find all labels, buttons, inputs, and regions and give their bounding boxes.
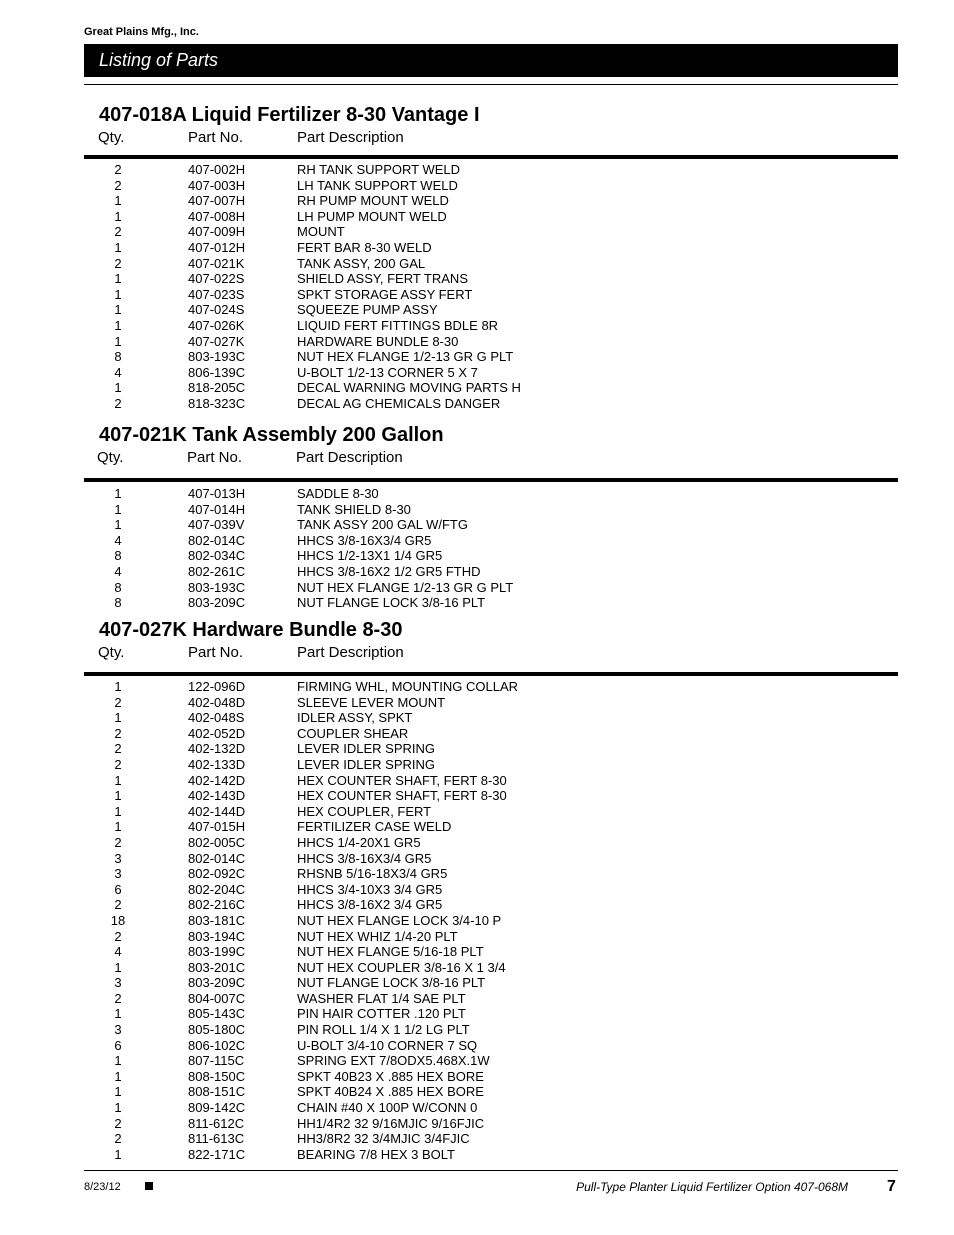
table-row bbox=[84, 1053, 898, 1069]
table-row bbox=[84, 580, 898, 596]
part-number-cell: 402-142D bbox=[188, 772, 246, 788]
qty-cell: 2 bbox=[114, 725, 122, 741]
qty-cell: 1 bbox=[114, 286, 122, 302]
part-number-cell: 803-193C bbox=[188, 579, 246, 595]
table-row bbox=[84, 991, 898, 1007]
qty-cell: 1 bbox=[114, 193, 122, 209]
qty-cell: 1 bbox=[114, 239, 122, 255]
qty-cell: 2 bbox=[114, 162, 122, 177]
qty-cell: 2 bbox=[114, 756, 122, 772]
qty-cell: 2 bbox=[114, 395, 122, 411]
description-cell: SADDLE 8-30 bbox=[297, 486, 379, 501]
table-row bbox=[84, 178, 898, 194]
table-row bbox=[84, 897, 898, 913]
table-row bbox=[84, 209, 898, 225]
qty-cell: 2 bbox=[114, 834, 122, 850]
table-row bbox=[84, 224, 898, 240]
part-number-cell: 802-005C bbox=[188, 834, 246, 850]
description-cell: RHSNB 5/16-18X3/4 GR5 bbox=[297, 866, 448, 882]
table-row bbox=[84, 695, 898, 711]
qty-cell: 1 bbox=[114, 1006, 122, 1022]
table-row bbox=[84, 256, 898, 272]
description-cell: HHCS 1/2-13X1 1/4 GR5 bbox=[297, 548, 443, 564]
part-number-cell: 802-261C bbox=[188, 563, 246, 579]
qty-cell: 3 bbox=[114, 866, 122, 882]
part-number-cell: 802-014C bbox=[188, 850, 246, 866]
qty-cell: 2 bbox=[114, 694, 122, 710]
part-number-cell: 802-034C bbox=[188, 548, 246, 564]
table-row bbox=[84, 929, 898, 945]
description-cell: NUT FLANGE LOCK 3/8-16 PLT bbox=[297, 595, 486, 611]
footer-date: 8/23/12 bbox=[84, 1181, 121, 1193]
table-row bbox=[84, 851, 898, 867]
table-row bbox=[84, 975, 898, 991]
description-cell: FERTILIZER CASE WELD bbox=[297, 819, 452, 835]
table-row bbox=[84, 1147, 898, 1163]
qty-column-header: Qty. bbox=[98, 129, 125, 146]
description-cell: SPKT STORAGE ASSY FERT bbox=[297, 286, 473, 302]
qty-cell: 1 bbox=[114, 208, 122, 224]
description-cell: HEX COUNTER SHAFT, FERT 8-30 bbox=[297, 788, 507, 804]
description-cell: HEX COUNTER SHAFT, FERT 8-30 bbox=[297, 772, 507, 788]
description-cell: COUPLER SHEAR bbox=[297, 725, 409, 741]
description-cell: NUT HEX FLANGE 1/2-13 GR G PLT bbox=[297, 579, 514, 595]
table-row bbox=[84, 548, 898, 564]
part-number-cell: 803-193C bbox=[188, 349, 246, 365]
qty-cell: 1 bbox=[114, 1084, 122, 1100]
parts-table bbox=[84, 162, 898, 412]
table-row bbox=[84, 773, 898, 789]
description-cell: RH PUMP MOUNT WELD bbox=[297, 193, 449, 209]
part-number-cell: 802-204C bbox=[188, 881, 246, 897]
qty-cell: 1 bbox=[114, 333, 122, 349]
part-number-cell: 822-171C bbox=[188, 1146, 246, 1162]
qty-cell: 1 bbox=[114, 517, 122, 533]
table-row bbox=[84, 1006, 898, 1022]
table-row bbox=[84, 271, 898, 287]
description-cell: BEARING 7/8 HEX 3 BOLT bbox=[297, 1146, 455, 1162]
part-number-cell: 402-133D bbox=[188, 756, 246, 772]
table-row bbox=[84, 517, 898, 533]
part-number-cell: 806-102C bbox=[188, 1037, 246, 1053]
description-cell: LIQUID FERT FITTINGS BDLE 8R bbox=[297, 317, 499, 333]
description-cell: SPRING EXT 7/8ODX5.468X.1W bbox=[297, 1053, 490, 1069]
description-cell: HH1/4R2 32 9/16MJIC 9/16FJIC bbox=[297, 1115, 485, 1131]
description-cell: DECAL AG CHEMICALS DANGER bbox=[297, 395, 501, 411]
description-cell: HHCS 3/8-16X3/4 GR5 bbox=[297, 532, 432, 548]
table-row bbox=[84, 193, 898, 209]
qty-cell: 8 bbox=[114, 595, 122, 611]
qty-cell: 1 bbox=[114, 1068, 122, 1084]
part-number-cell: 402-052D bbox=[188, 725, 246, 741]
qty-cell: 2 bbox=[114, 1131, 122, 1147]
description-cell: NUT HEX COUPLER 3/8-16 X 1 3/4 bbox=[297, 959, 506, 975]
qty-cell: 1 bbox=[114, 1146, 122, 1162]
description-cell: SPKT 40B23 X .885 HEX BORE bbox=[297, 1068, 484, 1084]
qty-cell: 1 bbox=[114, 710, 122, 726]
qty-cell: 1 bbox=[114, 803, 122, 819]
description-cell: LH PUMP MOUNT WELD bbox=[297, 208, 447, 224]
part-no-column-header: Part No. bbox=[187, 449, 243, 466]
description-cell: LEVER IDLER SPRING bbox=[297, 741, 435, 757]
part-number-cell: 818-323C bbox=[188, 395, 246, 411]
table-row bbox=[84, 835, 898, 851]
qty-cell: 1 bbox=[114, 679, 122, 694]
description-column-header: Part Description bbox=[297, 644, 404, 661]
description-cell: LH TANK SUPPORT WELD bbox=[297, 177, 458, 193]
header-rule bbox=[84, 672, 898, 676]
table-row bbox=[84, 396, 898, 412]
section-title: 407-018A Liquid Fertilizer 8-30 Vantage I bbox=[99, 104, 480, 126]
part-number-cell: 407-039V bbox=[188, 517, 245, 533]
part-number-cell: 407-009H bbox=[188, 224, 246, 240]
description-cell: WASHER FLAT 1/4 SAE PLT bbox=[297, 990, 466, 1006]
table-row bbox=[84, 1100, 898, 1116]
part-number-cell: 407-015H bbox=[188, 819, 246, 835]
part-number-cell: 402-048D bbox=[188, 694, 246, 710]
table-row bbox=[84, 1022, 898, 1038]
part-no-column-header: Part No. bbox=[188, 644, 244, 661]
qty-cell: 1 bbox=[114, 788, 122, 804]
description-cell: HEX COUPLER, FERT bbox=[297, 803, 432, 819]
description-cell: NUT HEX WHIZ 1/4-20 PLT bbox=[297, 928, 458, 944]
company-name: Great Plains Mfg., Inc. bbox=[84, 26, 199, 38]
qty-cell: 8 bbox=[114, 579, 122, 595]
qty-cell: 1 bbox=[114, 271, 122, 287]
part-number-cell: 407-023S bbox=[188, 286, 245, 302]
description-cell: HH3/8R2 32 3/4MJIC 3/4FJIC bbox=[297, 1131, 470, 1147]
description-cell: FERT BAR 8-30 WELD bbox=[297, 239, 432, 255]
qty-cell: 4 bbox=[114, 563, 122, 579]
part-number-cell: 818-205C bbox=[188, 380, 246, 396]
description-cell: HHCS 3/4-10X3 3/4 GR5 bbox=[297, 881, 443, 897]
qty-cell: 1 bbox=[114, 380, 122, 396]
part-number-cell: 402-144D bbox=[188, 803, 246, 819]
description-cell: HHCS 3/8-16X2 1/2 GR5 FTHD bbox=[297, 563, 481, 579]
part-number-cell: 802-014C bbox=[188, 532, 246, 548]
description-cell: NUT HEX FLANGE LOCK 3/4-10 P bbox=[297, 912, 502, 928]
table-row bbox=[84, 960, 898, 976]
qty-cell: 1 bbox=[114, 819, 122, 835]
qty-cell: 3 bbox=[114, 850, 122, 866]
table-row bbox=[84, 819, 898, 835]
description-cell: U-BOLT 1/2-13 CORNER 5 X 7 bbox=[297, 364, 478, 380]
part-number-cell: 407-014H bbox=[188, 501, 246, 517]
part-number-cell: 802-092C bbox=[188, 866, 246, 882]
description-cell: MOUNT bbox=[297, 224, 345, 240]
qty-cell: 2 bbox=[114, 1115, 122, 1131]
table-row bbox=[84, 349, 898, 365]
table-row bbox=[84, 679, 898, 695]
part-number-cell: 407-024S bbox=[188, 302, 245, 318]
table-row bbox=[84, 944, 898, 960]
part-number-cell: 407-012H bbox=[188, 239, 246, 255]
part-number-cell: 407-022S bbox=[188, 271, 245, 287]
section-title: 407-027K Hardware Bundle 8-30 bbox=[99, 619, 403, 641]
description-cell: IDLER ASSY, SPKT bbox=[297, 710, 413, 726]
description-cell: HHCS 1/4-20X1 GR5 bbox=[297, 834, 421, 850]
qty-cell: 2 bbox=[114, 928, 122, 944]
qty-cell: 8 bbox=[114, 349, 122, 365]
table-row bbox=[84, 302, 898, 318]
qty-cell: 1 bbox=[114, 772, 122, 788]
description-cell: LEVER IDLER SPRING bbox=[297, 756, 435, 772]
table-row bbox=[84, 564, 898, 580]
part-number-cell: 407-027K bbox=[188, 333, 245, 349]
table-row bbox=[84, 365, 898, 381]
description-cell: PIN HAIR COTTER .120 PLT bbox=[297, 1006, 466, 1022]
description-column-header: Part Description bbox=[297, 129, 404, 146]
qty-cell: 3 bbox=[114, 1022, 122, 1038]
footer-square-marker bbox=[145, 1182, 153, 1190]
table-row bbox=[84, 804, 898, 820]
description-cell: SHIELD ASSY, FERT TRANS bbox=[297, 271, 468, 287]
footer-manual-title: Pull-Type Planter Liquid Fertilizer Option 407-068M bbox=[576, 1180, 848, 1194]
part-number-cell: 811-613C bbox=[188, 1131, 245, 1147]
qty-cell: 1 bbox=[114, 1053, 122, 1069]
part-number-cell: 407-013H bbox=[188, 486, 246, 501]
table-row bbox=[84, 334, 898, 350]
description-cell: DECAL WARNING MOVING PARTS H bbox=[297, 380, 521, 396]
qty-column-header: Qty. bbox=[98, 644, 125, 661]
banner-divider bbox=[84, 84, 898, 85]
part-number-cell: 407-026K bbox=[188, 317, 245, 333]
part-number-cell: 802-216C bbox=[188, 897, 246, 913]
part-number-cell: 803-209C bbox=[188, 975, 246, 991]
part-number-cell: 402-143D bbox=[188, 788, 246, 804]
table-row bbox=[84, 1038, 898, 1054]
table-row bbox=[84, 240, 898, 256]
qty-cell: 1 bbox=[114, 302, 122, 318]
part-number-cell: 808-150C bbox=[188, 1068, 246, 1084]
qty-cell: 1 bbox=[114, 959, 122, 975]
qty-cell: 3 bbox=[114, 975, 122, 991]
table-row bbox=[84, 1131, 898, 1147]
qty-column-header: Qty. bbox=[97, 449, 124, 466]
description-cell: SPKT 40B24 X .885 HEX BORE bbox=[297, 1084, 484, 1100]
description-cell: SLEEVE LEVER MOUNT bbox=[297, 694, 446, 710]
part-number-cell: 803-181C bbox=[188, 912, 246, 928]
section-title: 407-021K Tank Assembly 200 Gallon bbox=[99, 424, 444, 446]
part-number-cell: 803-194C bbox=[188, 928, 246, 944]
description-cell: FIRMING WHL, MOUNTING COLLAR bbox=[297, 679, 519, 694]
qty-cell: 6 bbox=[114, 881, 122, 897]
description-cell: HHCS 3/8-16X2 3/4 GR5 bbox=[297, 897, 443, 913]
table-row bbox=[84, 502, 898, 518]
qty-cell: 18 bbox=[110, 912, 126, 928]
part-number-cell: 402-048S bbox=[188, 710, 245, 726]
table-row bbox=[84, 162, 898, 178]
description-cell: U-BOLT 3/4-10 CORNER 7 SQ bbox=[297, 1037, 478, 1053]
table-row bbox=[84, 1069, 898, 1085]
table-row bbox=[84, 486, 898, 502]
part-number-cell: 803-209C bbox=[188, 595, 246, 611]
qty-cell: 2 bbox=[114, 741, 122, 757]
table-row bbox=[84, 380, 898, 396]
description-cell: PIN ROLL 1/4 X 1 1/2 LG PLT bbox=[297, 1022, 470, 1038]
qty-cell: 4 bbox=[114, 532, 122, 548]
header-rule bbox=[84, 155, 898, 159]
table-row bbox=[84, 757, 898, 773]
part-number-cell: 806-139C bbox=[188, 364, 246, 380]
table-row bbox=[84, 882, 898, 898]
part-number-cell: 407-003H bbox=[188, 177, 246, 193]
parts-table bbox=[84, 679, 898, 1162]
part-no-column-header: Part No. bbox=[188, 129, 244, 146]
part-number-cell: 402-132D bbox=[188, 741, 246, 757]
part-number-cell: 407-002H bbox=[188, 162, 246, 177]
part-number-cell: 805-180C bbox=[188, 1022, 246, 1038]
part-number-cell: 807-115C bbox=[188, 1053, 245, 1069]
qty-cell: 6 bbox=[114, 1037, 122, 1053]
description-cell: NUT HEX FLANGE 5/16-18 PLT bbox=[297, 944, 484, 960]
qty-cell: 1 bbox=[114, 486, 122, 501]
table-row bbox=[84, 866, 898, 882]
qty-cell: 4 bbox=[114, 364, 122, 380]
qty-cell: 2 bbox=[114, 897, 122, 913]
table-row bbox=[84, 533, 898, 549]
part-number-cell: 407-008H bbox=[188, 208, 246, 224]
part-number-cell: 811-612C bbox=[188, 1115, 245, 1131]
part-number-cell: 407-007H bbox=[188, 193, 246, 209]
part-number-cell: 407-021K bbox=[188, 255, 245, 271]
table-row bbox=[84, 595, 898, 611]
part-number-cell: 809-142C bbox=[188, 1100, 246, 1116]
qty-cell: 4 bbox=[114, 944, 122, 960]
description-cell: TANK SHIELD 8-30 bbox=[297, 501, 411, 517]
qty-cell: 2 bbox=[114, 224, 122, 240]
table-row bbox=[84, 287, 898, 303]
footer-divider bbox=[84, 1170, 898, 1171]
part-number-cell: 804-007C bbox=[188, 990, 246, 1006]
banner-title: Listing of Parts bbox=[99, 50, 219, 70]
part-number-cell: 805-143C bbox=[188, 1006, 246, 1022]
part-number-cell: 803-199C bbox=[188, 944, 246, 960]
table-row bbox=[84, 913, 898, 929]
description-cell: NUT HEX FLANGE 1/2-13 GR G PLT bbox=[297, 349, 514, 365]
part-number-cell: 122-096D bbox=[188, 679, 246, 694]
description-cell: HHCS 3/8-16X3/4 GR5 bbox=[297, 850, 432, 866]
table-row bbox=[84, 318, 898, 334]
table-row bbox=[84, 710, 898, 726]
qty-cell: 1 bbox=[114, 501, 122, 517]
qty-cell: 1 bbox=[114, 317, 122, 333]
table-row bbox=[84, 788, 898, 804]
part-number-cell: 803-201C bbox=[188, 959, 246, 975]
description-cell: TANK ASSY, 200 GAL bbox=[297, 255, 426, 271]
table-row bbox=[84, 741, 898, 757]
page-number: 7 bbox=[887, 1178, 896, 1195]
section-banner bbox=[84, 44, 898, 77]
description-cell: RH TANK SUPPORT WELD bbox=[297, 162, 461, 177]
description-cell: CHAIN #40 X 100P W/CONN 0 bbox=[297, 1100, 478, 1116]
description-cell: HARDWARE BUNDLE 8-30 bbox=[297, 333, 459, 349]
description-cell: TANK ASSY 200 GAL W/FTG bbox=[297, 517, 468, 533]
qty-cell: 1 bbox=[114, 1100, 122, 1116]
part-number-cell: 808-151C bbox=[188, 1084, 246, 1100]
table-row bbox=[84, 726, 898, 742]
description-cell: NUT FLANGE LOCK 3/8-16 PLT bbox=[297, 975, 486, 991]
qty-cell: 2 bbox=[114, 255, 122, 271]
qty-cell: 8 bbox=[114, 548, 122, 564]
description-column-header: Part Description bbox=[296, 449, 403, 466]
parts-table bbox=[84, 486, 898, 611]
qty-cell: 2 bbox=[114, 177, 122, 193]
description-cell: SQUEEZE PUMP ASSY bbox=[297, 302, 438, 318]
table-row bbox=[84, 1084, 898, 1100]
qty-cell: 2 bbox=[114, 990, 122, 1006]
table-row bbox=[84, 1116, 898, 1132]
header-rule bbox=[84, 478, 898, 482]
